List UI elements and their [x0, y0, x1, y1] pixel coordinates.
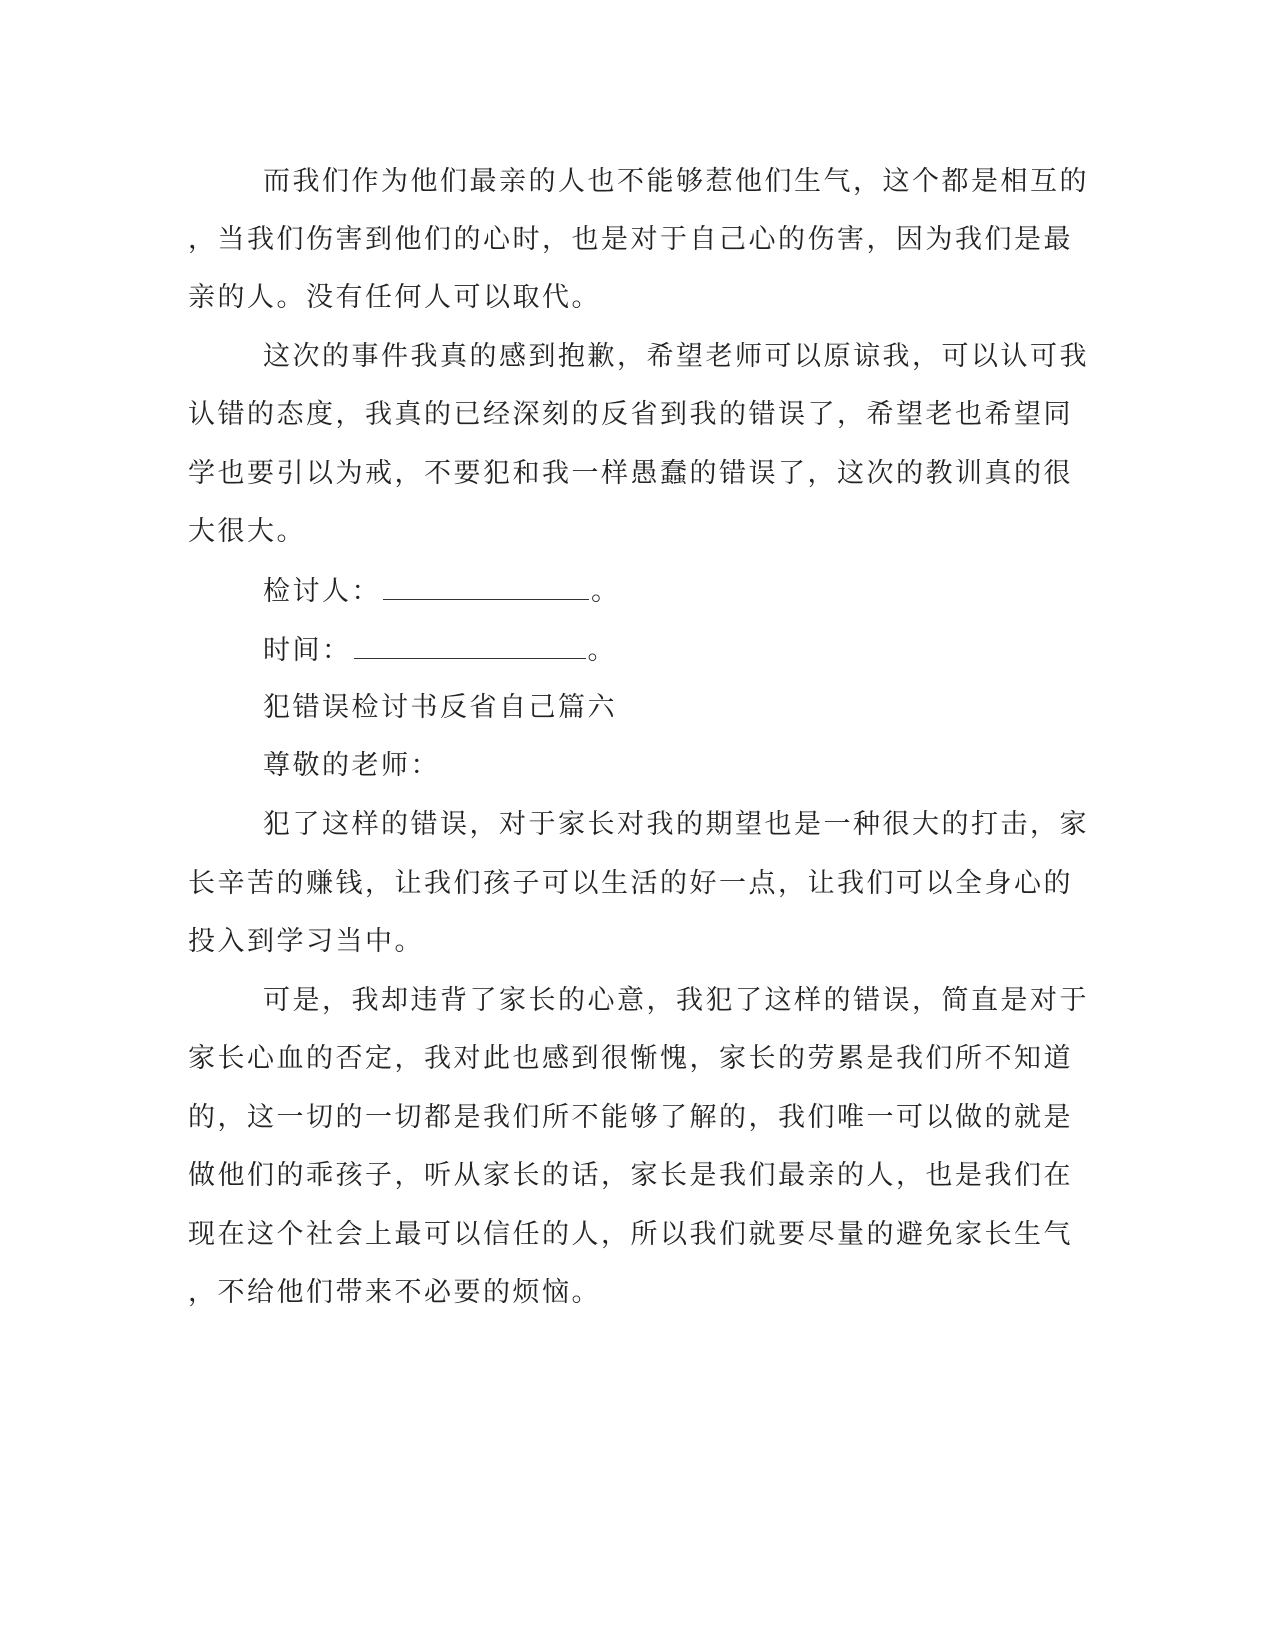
paragraph-2-line-3: 学也要引以为戒，不要犯和我一样愚蠢的错误了，这次的教训真的很	[188, 458, 1073, 489]
paragraph-1-line-3: 亲的人。没有任何人可以取代。	[188, 282, 601, 313]
time-signature-line	[263, 632, 1163, 669]
section-title: 犯错误检讨书反省自己篇六	[263, 692, 617, 723]
paragraph-3-line-1: 犯了这样的错误，对于家长对我的期望也是一种很大的打击，家	[263, 809, 1089, 840]
paragraph-4-line-5: 现在这个社会上最可以信任的人，所以我们就要尽量的避免家长生气	[188, 1219, 1073, 1250]
time-end: 。	[587, 635, 617, 666]
reviewer-label: 检讨人：	[263, 576, 381, 607]
paragraph-2-line-2: 认错的态度，我真的已经深刻的反省到我的错误了，希望老也希望同	[188, 399, 1073, 430]
paragraph-4-line-6: ，不给他们带来不必要的烦恼。	[188, 1277, 601, 1308]
paragraph-1-line-1: 而我们作为他们最亲的人也不能够惹他们生气，这个都是相互的	[263, 166, 1089, 197]
paragraph-3-line-3: 投入到学习当中。	[188, 926, 424, 957]
paragraph-4-line-4: 做他们的乖孩子，听从家长的话，家长是我们最亲的人，也是我们在	[188, 1160, 1073, 1191]
paragraph-1-line-2: ，当我们伤害到他们的心时，也是对于自己心的伤害，因为我们是最	[188, 224, 1073, 255]
paragraph-4-line-3: 的，这一切的一切都是我们所不能够了解的，我们唯一可以做的就是	[188, 1102, 1073, 1133]
paragraph-2-line-4: 大很大。	[188, 516, 306, 547]
paragraph-3-line-2: 长辛苦的赚钱，让我们孩子可以生活的好一点，让我们可以全身心的	[188, 868, 1073, 899]
reviewer-blank[interactable]	[383, 573, 589, 600]
paragraph-4-line-2: 家长心血的否定，我对此也感到很惭愧，家长的劳累是我们所不知道	[188, 1043, 1073, 1074]
time-blank[interactable]	[354, 632, 586, 659]
salutation: 尊敬的老师：	[263, 750, 440, 781]
reviewer-end: 。	[591, 576, 621, 607]
paragraph-4-line-1: 可是，我却违背了家长的心意，我犯了这样的错误，简直是对于	[263, 985, 1089, 1016]
paragraph-2-line-1: 这次的事件我真的感到抱歉，希望老师可以原谅我，可以认可我	[263, 341, 1089, 372]
reviewer-signature-line	[263, 573, 1163, 610]
time-label: 时间：	[263, 635, 352, 666]
